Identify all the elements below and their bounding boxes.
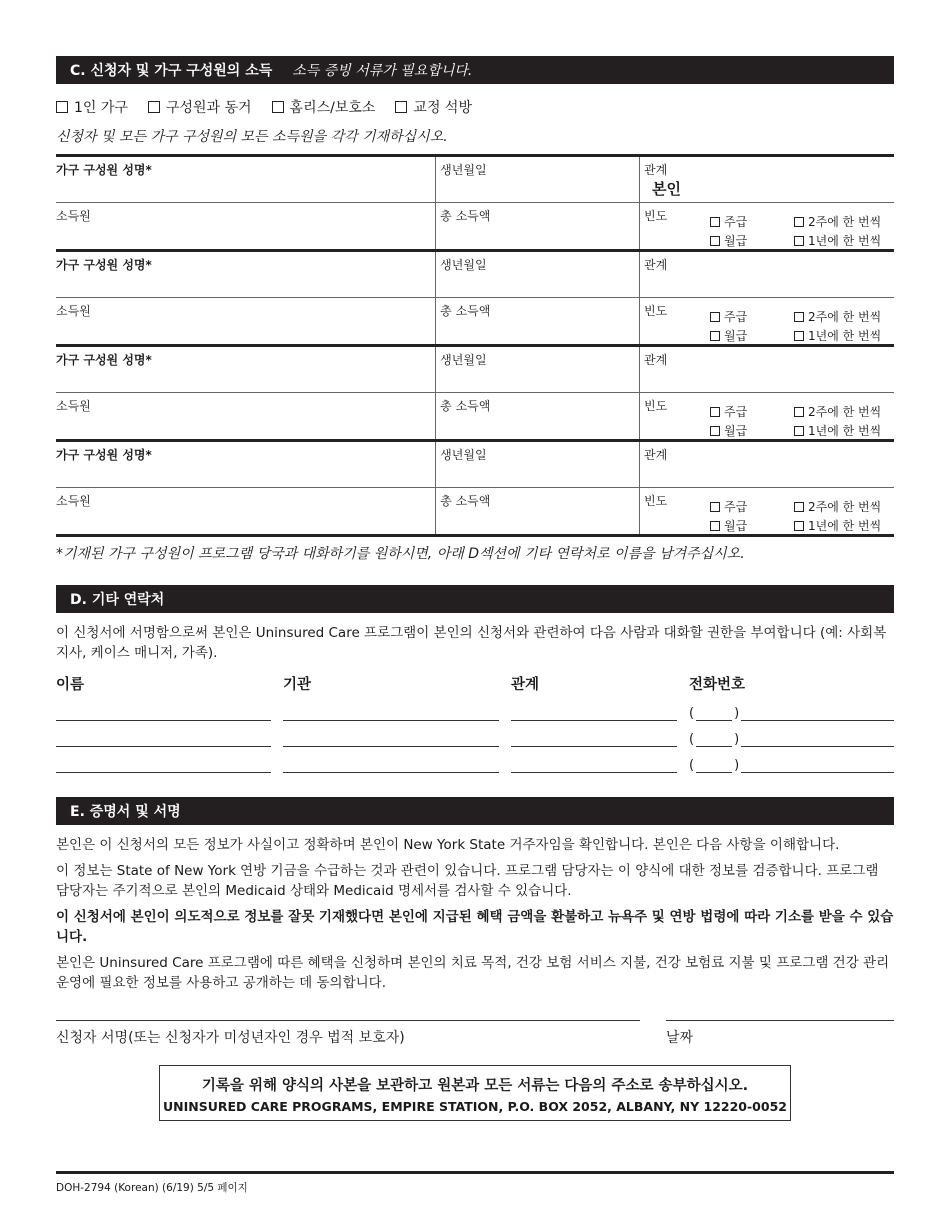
income-instruction: 신청자 및 모든 가구 구성원의 모든 소득원을 각각 기재하십시오. (56, 129, 448, 145)
checkbox-icon[interactable] (794, 236, 804, 246)
checkbox-icon[interactable] (710, 426, 720, 436)
signature-label: 신청자 서명(또는 신청자가 미성년자인 경우 법적 보호자) (56, 1030, 405, 1046)
checkbox-icon[interactable] (710, 312, 720, 322)
date-label: 날짜 (666, 1030, 694, 1046)
signature-input[interactable] (56, 1011, 640, 1021)
contact-col-agency: 기관 (283, 677, 312, 693)
contact-relationship-input[interactable] (511, 733, 677, 747)
member-row (56, 441, 894, 488)
section-d-text: 이 신청서에 서명함으로써 본인은 Uninsured Care 프로그램이 본인의 신청서와 관련하여 다음 사람과 대화할 권한을 부여합니다 (예: 사회복지사, 케이스 매니저, 가족). (56, 625, 887, 661)
section-c-title: C. 신청자 및 가구 구성원의 소득 (70, 63, 273, 79)
contact-col-name: 이름 (56, 677, 85, 693)
freq-weekly-option[interactable]: 주급 (710, 308, 794, 325)
relationship-field[interactable]: 관계 본인 (640, 156, 895, 203)
freq-weekly-option[interactable]: 주급 (710, 403, 794, 420)
checkbox-icon[interactable] (794, 521, 804, 531)
relationship-field[interactable]: 관계 (640, 346, 895, 393)
option-live-with-members[interactable]: 구성원과 동거 (148, 97, 252, 117)
checkbox-icon[interactable] (710, 521, 720, 531)
contact-row (56, 721, 894, 747)
contact-col-relationship: 관계 (511, 677, 540, 693)
income-table (56, 154, 894, 537)
certification-paragraph-1: 본인은 이 신청서의 모든 정보가 사실이고 정확하며 본인이 New York State 거주자임을 확인합니다. 본인은 다음 사항을 이해합니다. (56, 837, 840, 853)
member-row (56, 346, 894, 393)
member-name-field[interactable]: 가구 구성원 성명* (56, 441, 436, 488)
checkbox-icon[interactable] (395, 101, 407, 113)
freq-yearly-option[interactable]: 1년에 한 번씩 (794, 517, 894, 534)
certification-paragraph-4: 본인은 Uninsured Care 프로그램에 따른 혜택을 신청하며 본인의 치료 목적, 건강 보험 서비스 지불, 건강 보험료 지불 및 프로그램 건강 관리 운영에 필요한 정보를 사용하고 공개하는 데 동의합니다. (56, 955, 890, 991)
freq-biweekly-option[interactable]: 2주에 한 번씩 (794, 213, 894, 230)
checkbox-icon[interactable] (794, 502, 804, 512)
checkbox-icon[interactable] (710, 236, 720, 246)
contact-phone-input[interactable]: ( ) (689, 758, 894, 773)
member-row (56, 251, 894, 298)
relationship-field[interactable]: 관계 (640, 251, 895, 298)
contact-relationship-input[interactable] (511, 707, 677, 721)
household-type-options (56, 96, 894, 118)
frequency-field: 빈도 주급 2주에 한 번씩 월급 1년에 한 번씩 (640, 393, 895, 441)
income-source-field[interactable]: 소득원 (56, 488, 436, 536)
member-row (56, 156, 894, 203)
phone-number[interactable] (741, 759, 894, 773)
checkbox-icon[interactable] (710, 407, 720, 417)
checkbox-icon[interactable] (148, 101, 160, 113)
income-source-field[interactable]: 소득원 (56, 393, 436, 441)
checkbox-icon[interactable] (794, 217, 804, 227)
contact-phone-input[interactable]: ( ) (689, 732, 894, 747)
contact-relationship-input[interactable] (511, 759, 677, 773)
gross-income-field[interactable]: 총 소득액 (436, 298, 640, 346)
freq-monthly-option[interactable]: 월급 (710, 232, 794, 249)
checkbox-icon[interactable] (794, 426, 804, 436)
freq-biweekly-option[interactable]: 2주에 한 번씩 (794, 403, 894, 420)
frequency-field: 빈도 주급 2주에 한 번씩 월급 1년에 한 번씩 (640, 298, 895, 346)
phone-area-code[interactable] (696, 733, 732, 747)
date-input[interactable] (666, 1011, 894, 1021)
member-name-field[interactable]: 가구 구성원 성명* (56, 156, 436, 203)
page-footer: DOH-2794 (Korean) (6/19) 5/5 페이지 (56, 1182, 248, 1194)
phone-number[interactable] (741, 733, 894, 747)
freq-weekly-option[interactable]: 주급 (710, 498, 794, 515)
contact-agency-input[interactable] (283, 759, 499, 773)
checkbox-icon[interactable] (710, 502, 720, 512)
section-c-subtitle: 소득 증빙 서류가 필요합니다. (292, 63, 473, 79)
freq-yearly-option[interactable]: 1년에 한 번씩 (794, 232, 894, 249)
birthdate-field[interactable]: 생년월일 (436, 441, 640, 488)
freq-monthly-option[interactable]: 월급 (710, 422, 794, 439)
member-name-field[interactable]: 가구 구성원 성명* (56, 346, 436, 393)
frequency-field: 빈도 주급 2주에 한 번씩 월급 1년에 한 번씩 (640, 203, 895, 251)
checkbox-icon[interactable] (794, 331, 804, 341)
income-row (56, 393, 894, 441)
phone-area-code[interactable] (696, 759, 732, 773)
contact-name-input[interactable] (56, 733, 271, 747)
section-d-title: D. 기타 연락처 (70, 592, 165, 608)
contact-name-input[interactable] (56, 707, 271, 721)
phone-area-code[interactable] (696, 707, 732, 721)
frequency-field: 빈도 주급 2주에 한 번씩 월급 1년에 한 번씩 (640, 488, 895, 536)
checkbox-icon[interactable] (794, 312, 804, 322)
contact-header-row (56, 673, 894, 695)
mailing-address: UNINSURED CARE PROGRAMS, EMPIRE STATION, P.O. BOX 2052, ALBANY, NY 12220-0052 (163, 1099, 787, 1114)
option-single-household[interactable]: 1인 가구 (56, 97, 128, 117)
income-row (56, 203, 894, 251)
contact-row (56, 695, 894, 721)
certification-warning: 이 신청서에 본인이 의도적으로 정보를 잘못 기재했다면 본인에 지급된 혜택 금액을 환불하고 뉴욕주 및 연방 법령에 따라 기소를 받을 수 있습니다. (56, 909, 894, 945)
section-c-footnote: *기재된 가구 구성원이 프로그램 당국과 대화하기를 원하시면, 아래 D섹션에 기타 연락처로 이름을 남겨주십시오. (56, 546, 745, 562)
gross-income-field[interactable]: 총 소득액 (436, 393, 640, 441)
mailing-instruction: 기록을 위해 양식의 사본을 보관하고 원본과 모든 서류는 다음의 주소로 송부하십시오. (201, 1078, 749, 1094)
income-source-field[interactable]: 소득원 (56, 298, 436, 346)
section-d-header (56, 585, 894, 613)
form-page (56, 56, 894, 1121)
checkbox-icon[interactable] (710, 217, 720, 227)
section-c-header (56, 56, 894, 84)
freq-monthly-option[interactable]: 월급 (710, 327, 794, 344)
income-source-field[interactable]: 소득원 (56, 203, 436, 251)
gross-income-field[interactable]: 총 소득액 (436, 203, 640, 251)
birthdate-field[interactable]: 생년월일 (436, 346, 640, 393)
signature-labels (56, 1027, 894, 1047)
birthdate-field[interactable]: 생년월일 (436, 251, 640, 298)
contact-col-phone: 전화번호 (689, 677, 746, 693)
income-row (56, 488, 894, 536)
birthdate-field[interactable]: 생년월일 (436, 156, 640, 203)
relationship-field[interactable]: 관계 (640, 441, 895, 488)
footer-divider (56, 1171, 894, 1174)
gross-income-field[interactable]: 총 소득액 (436, 488, 640, 536)
freq-biweekly-option[interactable]: 2주에 한 번씩 (794, 498, 894, 515)
freq-weekly-option[interactable]: 주급 (710, 213, 794, 230)
relationship-value: 본인 (652, 180, 681, 198)
option-homeless-shelter[interactable]: 홈리스/보호소 (272, 97, 376, 117)
signature-lines (56, 1011, 894, 1021)
section-e-title: E. 증명서 및 서명 (70, 804, 181, 820)
checkbox-icon[interactable] (56, 101, 68, 113)
certification-paragraph-2: 이 정보는 State of New York 연방 기금을 수급하는 것과 관련이 있습니다. 프로그램 담당자는 이 양식에 대한 정보를 검증합니다. 프로그램 담당자는 주기적으로 본인의 Medicaid 상태와 Medicaid 명세서를 검사할 수 있습니다. (56, 863, 879, 899)
checkbox-icon[interactable] (710, 331, 720, 341)
contact-phone-input[interactable]: ( ) (689, 706, 894, 721)
freq-monthly-option[interactable]: 월급 (710, 517, 794, 534)
contact-name-input[interactable] (56, 759, 271, 773)
checkbox-icon[interactable] (272, 101, 284, 113)
contact-agency-input[interactable] (283, 707, 499, 721)
freq-yearly-option[interactable]: 1년에 한 번씩 (794, 327, 894, 344)
checkbox-icon[interactable] (794, 407, 804, 417)
phone-number[interactable] (741, 707, 894, 721)
freq-yearly-option[interactable]: 1년에 한 번씩 (794, 422, 894, 439)
income-row (56, 298, 894, 346)
freq-biweekly-option[interactable]: 2주에 한 번씩 (794, 308, 894, 325)
option-correctional-release[interactable]: 교정 석방 (395, 97, 472, 117)
contact-agency-input[interactable] (283, 733, 499, 747)
contact-row (56, 747, 894, 773)
mailing-instructions-box (159, 1065, 791, 1121)
section-e-header (56, 797, 894, 825)
member-name-field[interactable]: 가구 구성원 성명* (56, 251, 436, 298)
